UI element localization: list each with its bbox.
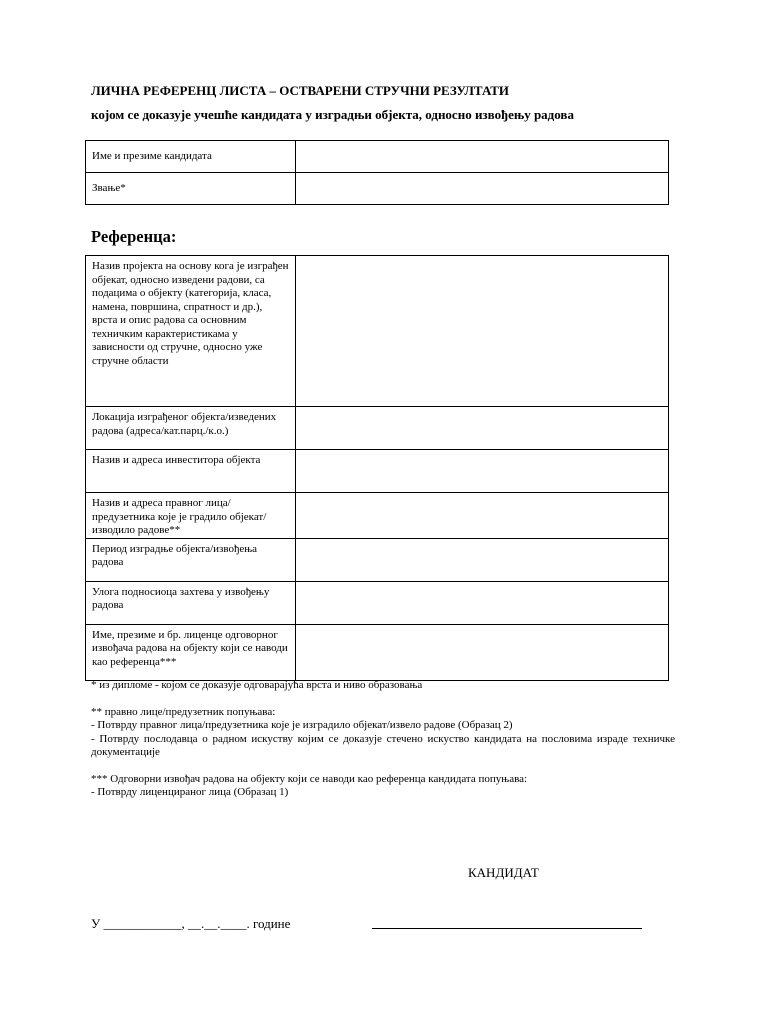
role-field[interactable] bbox=[296, 581, 669, 624]
investor-field[interactable] bbox=[296, 450, 669, 493]
role-label: Улога подносиоца захтева у извођењу радова bbox=[86, 581, 296, 624]
table-row bbox=[86, 493, 669, 539]
location-label: Локација изграђеног објекта/изведених радова (адреса/кат.парц./к.о.) bbox=[86, 407, 296, 450]
footnote-2-item-a: - Потврду правног лица/предузетника које је изградило објекат/извело радове (Образац 2) bbox=[91, 719, 513, 731]
candidate-table bbox=[85, 140, 669, 205]
footnote-3-item-a: - Потврду лиценцираног лица (Образац 1) bbox=[91, 786, 289, 798]
document-title: ЛИЧНА РЕФЕРЕНЦ ЛИСТА – ОСТВАРЕНИ СТРУЧНИ РЕЗУЛТАТИ bbox=[91, 83, 509, 98]
investor-label: Назив и адреса инвеститора објекта bbox=[86, 450, 296, 493]
table-row bbox=[86, 538, 669, 581]
reference-heading: Референца: bbox=[91, 227, 177, 246]
signature-line bbox=[372, 928, 642, 929]
document-subtitle: којом се доказује учешће кандидата у изградњи објекта, односно извођењу радова bbox=[91, 107, 574, 122]
place-date-line: У ____________, __.__.____. године bbox=[91, 916, 291, 931]
footnote-1: * из дипломе - којом се доказује одговарајућа врста и ниво образовања bbox=[91, 679, 423, 691]
table-row bbox=[86, 450, 669, 493]
table-row bbox=[86, 256, 669, 407]
candidate-name-label: Име и презиме кандидата bbox=[86, 141, 296, 173]
contractor-label: Назив и адреса правног лица/предузетника које је градило објекат/изводило радове** bbox=[86, 493, 296, 539]
responsible-contractor-field[interactable] bbox=[296, 624, 669, 680]
table-row bbox=[86, 173, 669, 205]
candidate-title-label: Звање* bbox=[86, 173, 296, 205]
table-row bbox=[86, 624, 669, 680]
project-name-field[interactable] bbox=[296, 256, 669, 407]
location-field[interactable] bbox=[296, 407, 669, 450]
period-label: Период изградње објекта/извођења радова bbox=[86, 538, 296, 581]
project-name-label: Назив пројекта на основу кога је изграђен објекат, односно изведени радови, са подацима о објекту (категорија, класа, намена, површина, спратност и др.), врста и опис радова са основним техничким карактеристикама у зависности од стручне, односно уже стручне области bbox=[86, 256, 296, 407]
table-row bbox=[86, 407, 669, 450]
table-row bbox=[86, 581, 669, 624]
footnote-2-title: ** правно лице/предузетник попуњава: bbox=[91, 705, 276, 718]
period-field[interactable] bbox=[296, 538, 669, 581]
responsible-contractor-label: Име, презиме и бр. лиценце одговорног извођача радова на објекту који се наводи као референца*** bbox=[86, 624, 296, 680]
footnote-3-title: *** Одговорни извођач радова на објекту који се наводи као референца кандидата попуњава: bbox=[91, 772, 528, 785]
reference-table bbox=[85, 255, 669, 681]
candidate-signature-label: КАНДИДАТ bbox=[468, 865, 539, 880]
footnotes bbox=[91, 679, 675, 800]
candidate-name-field[interactable] bbox=[296, 141, 669, 173]
candidate-title-field[interactable] bbox=[296, 173, 669, 205]
contractor-field[interactable] bbox=[296, 493, 669, 539]
footnote-2-item-b: - Потврду послодавца о радном искуству којим се доказује стечено искуство кандидата на пословима израде техничке документације bbox=[91, 732, 675, 758]
table-row bbox=[86, 141, 669, 173]
